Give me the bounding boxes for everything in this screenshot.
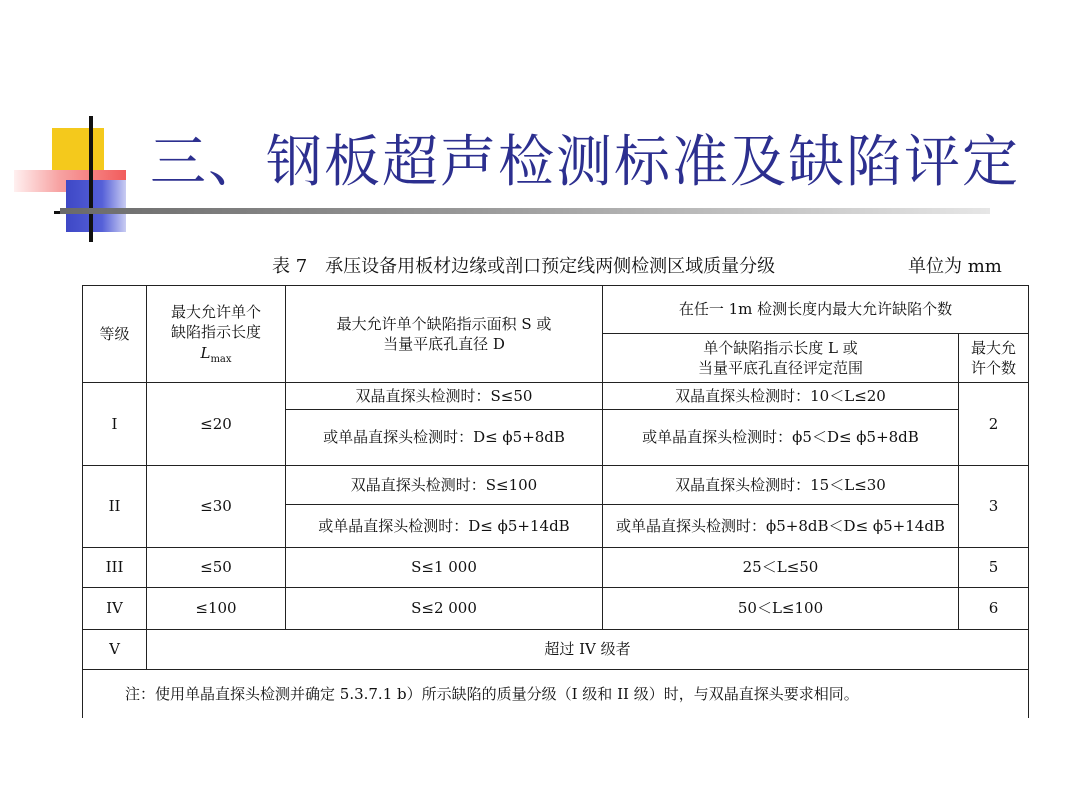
area-cell-single: 或单晶直探头检测时：D≤ ϕ5+8dB [286,410,603,466]
quality-grade-table [82,285,1029,718]
title-underline [60,208,990,214]
header-max-length-line1: 最大允许单个 [170,303,261,321]
range-cell-single: 或单晶直探头检测时：ϕ5＜D≤ ϕ5+8dB [603,410,959,466]
header-range [603,334,959,383]
header-max-length [147,286,286,383]
header-in-1m: 在任一 1m 检测长度内最大允许缺陷个数 [603,286,1029,334]
grade-cell: IV [83,588,147,630]
count-cell: 6 [959,588,1029,630]
range-cell-single: 或单晶直探头检测时：ϕ5+8dB＜D≤ ϕ5+14dB [603,505,959,548]
header-range-line1: 单个缺陷指示长度 L 或 [703,338,858,357]
grade-cell: II [83,466,147,548]
table-unit: 单位为 mm [908,256,1002,277]
header-lmax-sub: max [210,353,232,365]
header-max-length-line2: 缺陷指示长度 [170,323,261,342]
header-count [959,334,1029,383]
header-count-line1: 最大允 [970,338,1016,357]
grade-cell: I [83,383,147,466]
header-lmax-symbol: L [200,343,211,362]
area-cell-single: 或单晶直探头检测时：D≤ ϕ5+14dB [286,505,603,548]
quality-grade-table-wrapper [82,285,1028,711]
count-cell: 2 [959,383,1029,466]
slide-title: 三、钢板超声检测标准及缺陷评定 [150,130,1020,195]
header-range-line2: 当量平底孔直径评定范围 [697,359,863,377]
range-cell: 25＜L≤50 [603,548,959,588]
length-cell: ≤20 [147,383,286,466]
table-caption-text: 表 7 承压设备用板材边缘或剖口预定线两侧检测区域质量分级 [272,256,776,277]
header-grade: 等级 [83,286,147,383]
length-cell: ≤50 [147,548,286,588]
range-cell-dual: 双晶直探头检测时：10＜L≤20 [603,383,959,410]
area-cell: S≤1 000 [286,548,603,588]
range-cell-dual: 双晶直探头检测时：15＜L≤30 [603,466,959,505]
grade-cell: III [83,548,147,588]
deco-blue-square [66,180,126,232]
deco-vertical-line [89,116,93,242]
length-cell: ≤30 [147,466,286,548]
area-cell-dual: 双晶直探头检测时：S≤50 [286,383,603,410]
header-max-area [286,286,603,383]
count-cell: 3 [959,466,1029,548]
table-caption [272,252,1002,278]
area-cell: S≤2 000 [286,588,603,630]
header-max-area-line1: 最大允许单个缺陷指示面积 S 或 [336,314,552,333]
table-note: 注：使用单晶直探头检测并确定 5.3.7.1 b）所示缺陷的质量分级（I 级和 II 级）时，与双晶直探头要求相同。 [83,670,1029,718]
header-max-area-line2: 当量平底孔直径 D [383,335,505,353]
count-cell: 5 [959,548,1029,588]
range-cell: 50＜L≤100 [603,588,959,630]
merged-cell: 超过 IV 级者 [147,630,1029,670]
header-count-line2: 许个数 [970,359,1016,377]
area-cell-dual: 双晶直探头检测时：S≤100 [286,466,603,505]
grade-cell: V [83,630,147,670]
length-cell: ≤100 [147,588,286,630]
